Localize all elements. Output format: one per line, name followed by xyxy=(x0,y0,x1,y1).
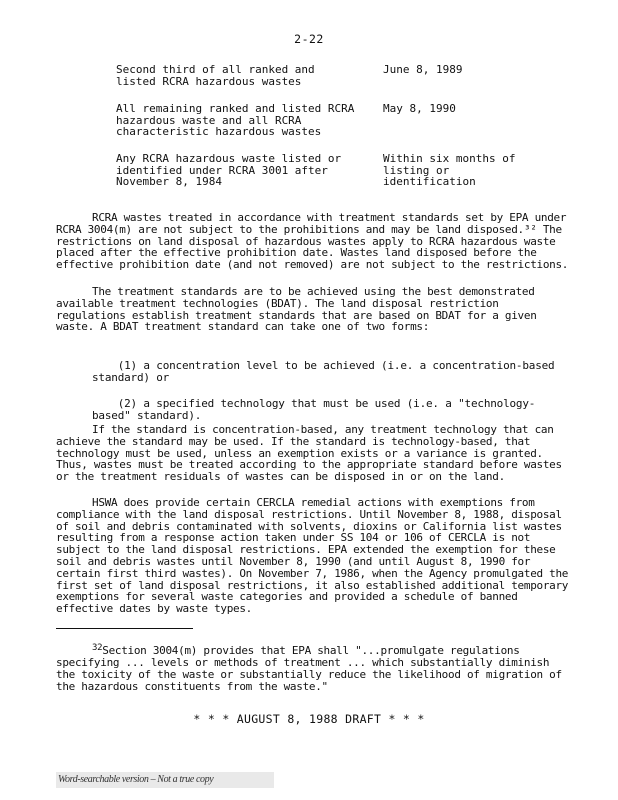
list-text: a specified technology that must be used (i.e. a "technology-based" standard). xyxy=(92,396,536,422)
schedule-requirement: Second third of all ranked and listed RCRA hazardous wastes xyxy=(116,63,315,88)
body-paragraph: If the standard is concentration-based, any treatment technology that can achieve the standard may be used. If the standard is technology-based, that technology must be used, unless an exemption exists or a variance is granted. Thus, wastes must be treated according to the appropriate standard before wastes or the treatment residuals of wastes can be disposed in or on the land. xyxy=(56,423,569,484)
page-number: 2-22 xyxy=(294,32,324,46)
disclaimer-stamp: Word-searchable version – Not a true copy xyxy=(56,772,274,788)
list-marker: (2) xyxy=(117,396,137,410)
draft-footer: * * * AUGUST 8, 1988 DRAFT * * * xyxy=(193,712,425,726)
schedule-date: June 8, 1989 xyxy=(383,63,463,76)
footnote xyxy=(56,642,571,693)
schedule-date: May 8, 1990 xyxy=(383,102,456,115)
footnote-text: Section 3004(m) provides that EPA shall "...promulgate regulations specifying ... levels or methods of treatment ... which substantially diminish the toxicity of the waste or substantially reduce the likelihood of migration of the hazardous constituents from the waste." xyxy=(56,644,569,693)
list-text: a concentration level to be achieved (i.e. a concentration-based standard) or xyxy=(92,358,561,384)
body-paragraph: HSWA does provide certain CERCLA remedial actions with exemptions from compliance with the land disposal restrictions. Until November 8, 1988, disposal of soil and debris contaminated with solvents, dioxins or California list wastes resulting from a response action taken under SS 104 or 106 of CERCLA is not subject to the land disposal restrictions. EPA extended the exemption for these soil and debris wastes until November 8, 1990 (and until August 8, 1990 for certain first third wastes). On November 7, 1986, when the Agency promulgated the first set of land disposal restrictions, it also established additional temporary exemptions for several waste categories and provided a schedule of banned effective dates by waste types. xyxy=(56,496,575,616)
list-marker: (1) xyxy=(117,358,137,372)
footnote-number: 32 xyxy=(92,643,103,653)
schedule-requirement: Any RCRA hazardous waste listed or identified under RCRA 3001 after November 8, 1984 xyxy=(116,152,342,188)
schedule-requirement: All remaining ranked and listed RCRA hazardous waste and all RCRA characteristic hazardous wastes xyxy=(116,102,355,138)
body-paragraph: The treatment standards are to be achieved using the best demonstrated available treatment technologies (BDAT). The land disposal restriction regulations establish treatment standards that are based on BDAT for a given waste. A BDAT treatment standard can take one of two forms: xyxy=(56,285,543,334)
body-paragraph: RCRA wastes treated in accordance with treatment standards set by EPA under RCRA 3004(m) are not subject to the prohibitions and may be land disposed.³² The restrictions on land disposal of hazardous wastes apply to RCRA hazardous waste placed after the effective prohibition date. Wastes land disposed before the effective prohibition date (and not removed) are not subject to the restrictions. xyxy=(56,211,573,272)
schedule-date: Within six months of listing or identification xyxy=(383,152,516,188)
footnote-divider xyxy=(56,628,193,629)
